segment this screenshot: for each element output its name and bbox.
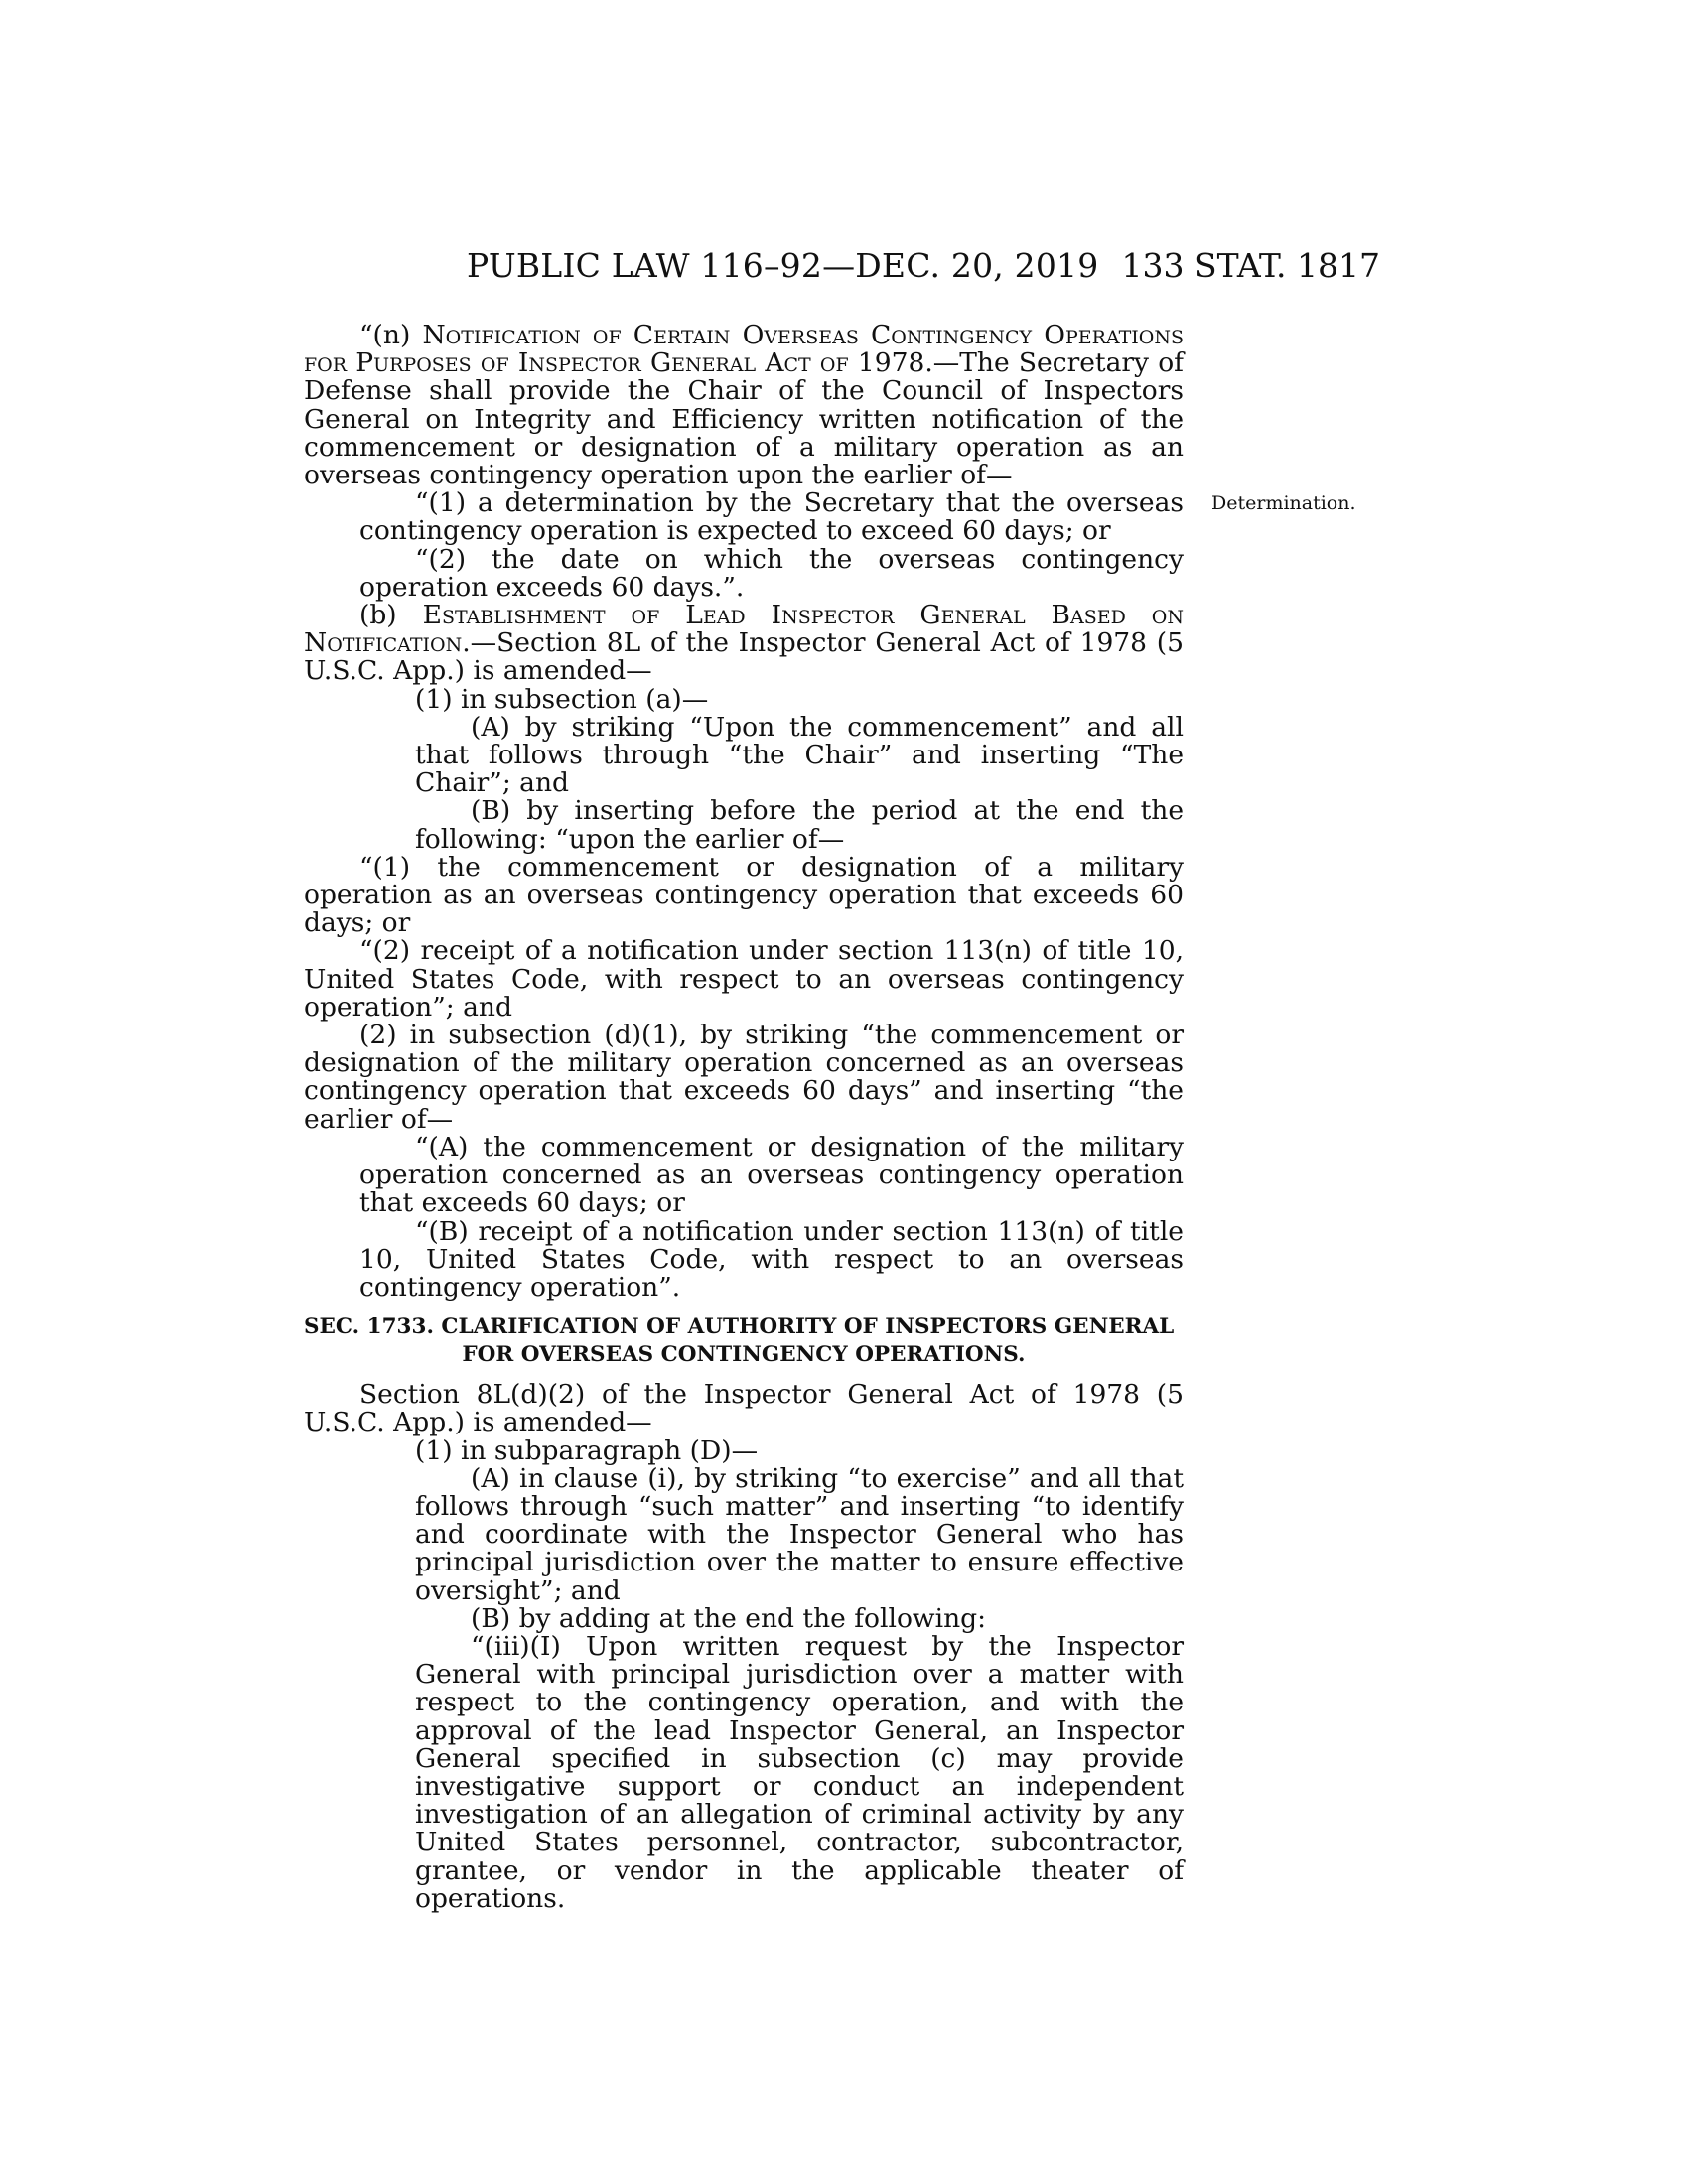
section-heading-line-1: SEC. 1733. CLARIFICATION OF AUTHORITY OF INSPECTORS GENERAL: [304, 1314, 1175, 1340]
paragraph-n-label: “(n): [359, 320, 423, 350]
subsection-b: [304, 602, 1184, 686]
section-item-1: (1) in subparagraph (D)—: [415, 1434, 759, 1466]
paragraph-n-2: “(2) the date on which the overseas contingency operation exceeds 60 days.”.: [359, 543, 1184, 603]
subsection-b-1-A: (A) by striking “Upon the commencement” and all that follows through “the Chair” and inserting “The Chair”; and: [415, 711, 1184, 799]
section-item-1-A: (A) in clause (i), by striking “to exercise” and all that follows through “such matter” and inserting “to identify and coordinate with the Inspector General who has principal jurisdiction over the matter to ensure effective oversight”; and: [415, 1462, 1184, 1606]
subsection-b-2-A: “(A) the commencement or designation of the military operation concerned as an overseas contingency operation that exceeds 60 days; or: [359, 1131, 1184, 1219]
section-heading-line-2: FOR OVERSEAS CONTINGENCY OPERATIONS.: [462, 1342, 1026, 1368]
subsection-b-1-B: (B) by inserting before the period at the end the following: “upon the earlier of—: [415, 795, 1184, 855]
quoted-paragraph-2: “(2) receipt of a notification under section 113(n) of title 10, United States Code, with respect to an overseas contingency operation”; and: [304, 935, 1184, 1023]
subsection-b-2: (2) in subsection (d)(1), by striking “the commencement or designation of the military operation concerned as an overseas contingency operation that exceeds 60 days” and inserting “the earlier of—: [304, 1020, 1184, 1135]
paragraph-n-1: “(1) a determination by the Secretary that the overseas contingency operation is expected to exceed 60 days; or: [359, 487, 1184, 547]
subsection-b-1: (1) in subsection (a)—: [415, 683, 709, 715]
margin-note: Determination.: [1211, 492, 1356, 514]
page-header: [467, 246, 1380, 286]
section-intro: Section 8L(d)(2) of the Inspector General Act of 1978 (5 U.S.C. App.) is amended—: [304, 1379, 1184, 1438]
subsection-b-label: (b): [359, 600, 423, 631]
page-body: [304, 322, 1184, 1913]
subsection-b-2-B: “(B) receipt of a notification under section 113(n) of title 10, United States Code, with respect to an overseas contingency operation”.: [359, 1215, 1184, 1302]
statute-page-number: 133 STAT. 1817: [1121, 246, 1380, 285]
paragraph-n: [304, 322, 1184, 489]
subsection-b-heading: Establishment of Lead Inspector General Based on Notification: [304, 600, 1184, 659]
quoted-paragraph-1: “(1) the commencement or designation of a military operation as an overseas contingency operation that exceeds 60 days; or: [304, 851, 1184, 939]
clause-iii-I: “(iii)(I) Upon written request by the Inspector General with principal jurisdiction over a matter with respect to the contingency operation, and with the approval of the lead Inspector General, an Inspector General specified in subsection (c) may provide investigative support or conduct an independent investigation of an allegation of criminal activity by any United States personnel, contractor, subcontractor, grantee, or vendor in the applicable theater of operations.: [415, 1630, 1184, 1914]
subsection-b-body: .—Section 8L of the Inspector General Act of 1978 (5 U.S.C. App.) is amended—: [304, 627, 1184, 687]
paragraph-n-body: .—The Secretary of Defense shall provide the Chair of the Council of Inspectors General on Integrity and Efficiency written notification of the commencement or designation of a military operation as an overseas contingency operation upon the earlier of—: [304, 347, 1184, 491]
section-heading: [304, 1313, 1184, 1369]
paragraph-n-heading: Notification of Certain Overseas Contingency Operations for Purposes of Inspector General Act of 1978: [304, 320, 1184, 379]
public-law-citation: PUBLIC LAW 116–92—DEC. 20, 2019: [467, 246, 1099, 285]
section-item-1-B: (B) by adding at the end the following:: [471, 1602, 987, 1634]
